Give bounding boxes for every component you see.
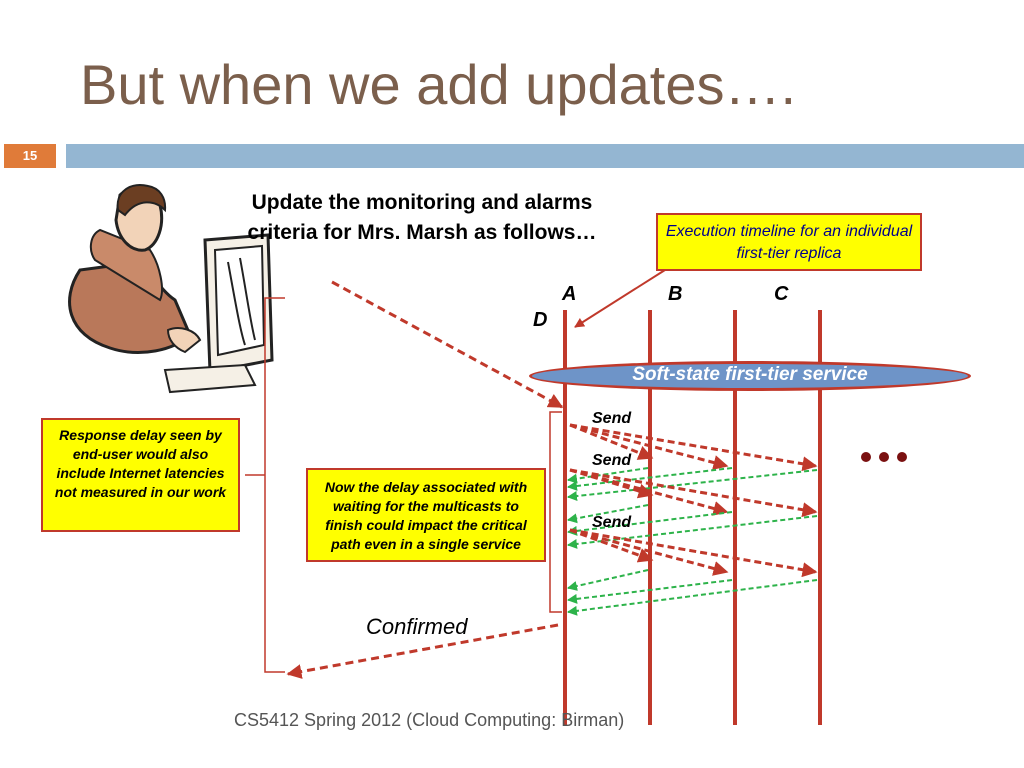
replica-b-label: B [668, 283, 683, 305]
multicast-bracket [550, 412, 562, 612]
update-instruction: Update the monitoring and alarms criteria for Mrs. Marsh as follows… [247, 191, 597, 244]
confirmed-label: Confirmed [366, 614, 468, 639]
slide-number: 15 [4, 144, 56, 168]
slide-footer: CS5412 Spring 2012 (Cloud Computing: Birman) [234, 710, 625, 730]
service-label: Soft-state first-tier service [632, 364, 868, 385]
send-label-3: Send [592, 514, 632, 531]
response-bracket [265, 298, 285, 672]
replica-d-label: D [533, 309, 548, 331]
more-replicas-dot [897, 452, 907, 462]
request-arrow [332, 282, 562, 407]
execution-timeline-callout: Execution timeline for an individual first-tier replica [656, 213, 922, 271]
more-replicas-dot [879, 452, 889, 462]
slide-title: But when we add updates…. [80, 53, 797, 116]
response-delay-callout: Response delay seen by end-user would also include Internet latencies not measured in our work [41, 418, 240, 532]
replica-a-label: A [562, 283, 577, 305]
more-replicas-dot [861, 452, 871, 462]
send-label-1: Send [592, 410, 632, 427]
multicast-delay-callout: Now the delay associated with waiting for the multicasts to finish could impact the critical path even in a single service [306, 468, 546, 562]
send-label-2: Send [592, 452, 632, 469]
replica-c-label: C [774, 283, 789, 305]
